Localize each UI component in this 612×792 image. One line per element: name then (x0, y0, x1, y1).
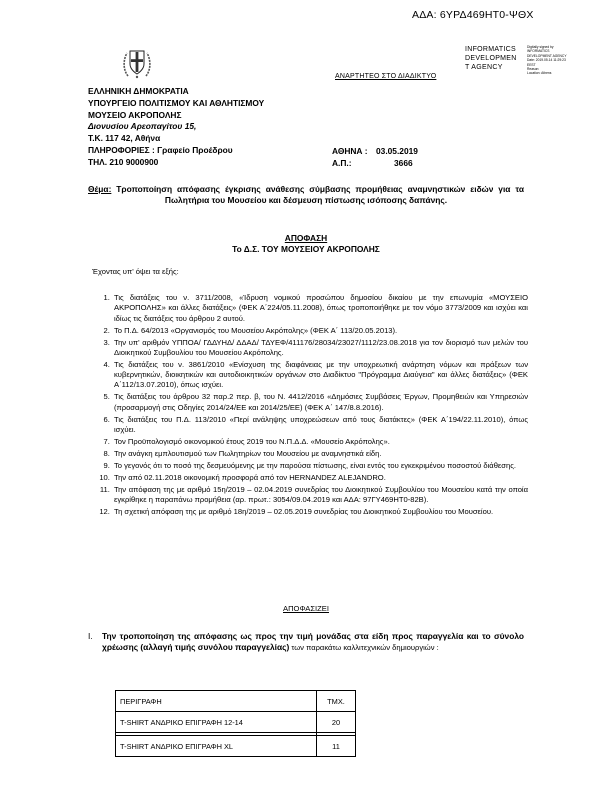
list-item: 11. Την απόφαση της με αριθμό 15η/2019 – 02.04.2019 συνεδρίας του Διοικητικού Συμβουλίου του Μουσείου κατά την οποία εγκρίθηκε η παραπάνω προμήθεια (αρ. πρωτ.: 3054/09.04.2019 και ΑΔΑ: 97ΓΥ469ΗΤ0-82Β). (112, 485, 528, 506)
section-rest-text: των παρακάτω καλλιτεχνικών δημιουργιών : (289, 643, 439, 653)
date-value: 03.05.2019 (376, 146, 418, 156)
postal-address: Τ.Κ. 117 42, Αθήνα (88, 133, 161, 144)
header-quantity: ΤΜΧ. (317, 691, 356, 712)
table-header-row (116, 691, 356, 712)
internet-posting-note: ΑΝΑΡΤΗΤΕΟ ΣΤΟ ΔΙΑΔΙΚΤΥΟ (335, 73, 437, 80)
section-bold-text: Την τροποποίηση της απόφασης ως προς την τιμή μονάδας στα είδη προς παραγγελία και το σύνολο χρέωσης (αλλαγή τιμής συνόλου παραγγελίας) (102, 631, 524, 653)
list-item: 7. Τον Προϋπολογισμό οικονομικού έτους 2019 του Ν.Π.Δ.Δ. «Μουσείο Ακρόπολης». (112, 437, 528, 447)
subject-label: Θέμα: (88, 184, 112, 194)
having-intro: Έχοντας υπ' όψει τα εξής: (92, 267, 179, 276)
list-item: 12. Τη σχετική απόφαση της με αριθμό 18η/2019 – 02.05.2019 συνεδρίας του Διοικητικού Συμβουλίου του Μουσείου. (112, 507, 528, 517)
museum-name: ΜΟΥΣΕΙΟ ΑΚΡΟΠΟΛΗΣ (88, 109, 182, 120)
country-name: ΕΛΛΗΝΙΚΗ ΔΗΜΟΚΡΑΤΙΑ (88, 86, 189, 96)
date-label: ΑΘΗΝΑ : (332, 146, 368, 156)
section-numeral: I. (88, 631, 93, 641)
decides-heading: ΑΠΟΦΑΣΙΖΕΙ (283, 604, 329, 613)
street-address: Διονυσίου Αρεοπαγίτου 15, (88, 121, 197, 132)
list-item: 10. Την από 02.11.2018 οικονομική προσφορά από τον HERNANDEZ ALEJANDRO. (112, 473, 528, 483)
decision-title: ΑΠΟΦΑΣΗ (284, 233, 328, 243)
items-table (115, 690, 356, 757)
decision-subtitle: Το Δ.Σ. ΤΟΥ ΜΟΥΣΕΙΟΥ ΑΚΡΟΠΟΛΗΣ (232, 244, 380, 254)
list-item: 6. Τις διατάξεις του Π.Δ. 113/2010 «Περί ανάληψης υποχρεώσεων από τους διατάκτες» (ΦΕΚ Α΄194/22.11.2010), όπως ισχύει. (112, 415, 528, 436)
protocol-value: 3666 (394, 157, 413, 168)
header-description: ΠΕΡΙΓΡΑΦΗ (116, 691, 317, 712)
table-row (116, 712, 356, 733)
phone-number: ΤΗΛ. 210 9000900 (88, 156, 159, 167)
list-item: 2. Το Π.Δ. 64/2013 «Οργανισμός του Μουσείου Ακρόπολης» (ΦΕΚ Α΄ 113/20.05.2013). (112, 326, 528, 336)
list-item: 9. Το γεγονός ότι το ποσό της δεσμευόμενης με την παρούσα πίστωσης, είναι εντός του εγκεκριμένου ποσοστού διάθεσης. (112, 461, 528, 471)
list-item: 1. Τις διατάξεις του ν. 3711/2008, «Ίδρυση νομικού προσώπου δημοσίου δικαίου με την επωνυμία «ΜΟΥΣΕΙΟ ΑΚΡΟΠΟΛΗΣ» και άλλες διατάξεις» (ΦΕΚ Α΄224/05.11.2008), όπως τροποποιήθηκε με τον νόμο 3773/2009 και ισχύει και ιδίως τις διατάξεις του άρθρου 2 αυτού. (112, 293, 528, 324)
digital-signature-details: Digitally signed by INFORMATICS DEVELOPMENT AGENCY Date: 2019.05.14 11:29:23 EEST Reason: Location: Athens (527, 45, 567, 76)
informatics-signature-name: INFORMATICS DEVELOPMEN T AGENCY (465, 46, 517, 71)
list-item: 5. Τις διατάξεις του άρθρου 32 παρ.2 περ. β, του Ν. 4412/2016 «Δημόσιες Συμβάσεις Έργων, Προμηθειών και Υπηρεσιών (προσαρμογή στις Οδηγίες 2014/24/ΕΕ και 2014/25/ΕΕ) (ΦΕΚ Α΄ 147/8.8.2016). (112, 392, 528, 413)
subject-line (88, 184, 524, 206)
list-item: 4. Τις διατάξεις του ν. 3861/2010 «Ενίσχυση της διαφάνειας με την υποχρεωτική ανάρτηση νόμων και πράξεων των κυβερνητικών, διοικητικών και αυτοδιοικητικών οργάνων στο Διαδίκτυο "Πρόγραμμα Διαύγεια" και άλλες διατάξεις» (ΦΕΚ Α΄112/13.07.2010), όπως ισχύει. (112, 360, 528, 391)
ada-code: ΑΔΑ: 6ΥΡΔ469ΗΤ0-ΨΘΧ (412, 9, 534, 21)
sender-block (88, 86, 264, 169)
info-contact: ΠΛΗΡΟΦΟΡΙΕΣ : Γραφείο Προέδρου (88, 144, 233, 155)
item-description: T-SHIRT ΑΝΔΡΙΚΟ ΕΠΙΓΡΑΦΗ 12-14 (116, 712, 317, 733)
list-item: 8. Την ανάγκη εμπλουτισμού των Πωλητηρίων του Μουσείου με αναμνηστικά είδη. (112, 449, 528, 459)
date-protocol-block (332, 146, 418, 170)
item-quantity: 20 (317, 712, 356, 733)
protocol-label: Α.Π.: (332, 157, 352, 168)
item-description: T-SHIRT ΑΝΔΡΙΚΟ ΕΠΙΓΡΑΦΗ XL (116, 736, 317, 757)
ministry-name: ΥΠΟΥΡΓΕΙΟ ΠΟΛΙΤΙΣΜΟΥ ΚΑΙ ΑΘΛΗΤΙΣΜΟΥ (88, 97, 265, 108)
section-i (88, 631, 524, 654)
subject-text: Τροποποίηση απόφασης έγκρισης ανάθεσης σύμβασης προμήθειας αναμνηστικών ειδών για τα Πωλητήρια του Μουσείου και δέσμευση πίστωσης ισόποσης δαπάνης. (116, 184, 524, 206)
greek-emblem-icon (122, 46, 152, 80)
list-item: 3. Την υπ' αριθμόν ΥΠΠΟΑ/ ΓΔΔΥΗΔ/ ΔΔΑΔ/ ΤΔΥΕΦ/411176/28034/23027/1112/23.08.2018 για τον διορισμό των μελών του Διοικητικού Συμβουλίου του Μουσείου Ακρόπολης. (112, 338, 528, 359)
item-quantity: 11 (317, 736, 356, 757)
table-row (116, 736, 356, 757)
considerations-list (88, 293, 528, 519)
